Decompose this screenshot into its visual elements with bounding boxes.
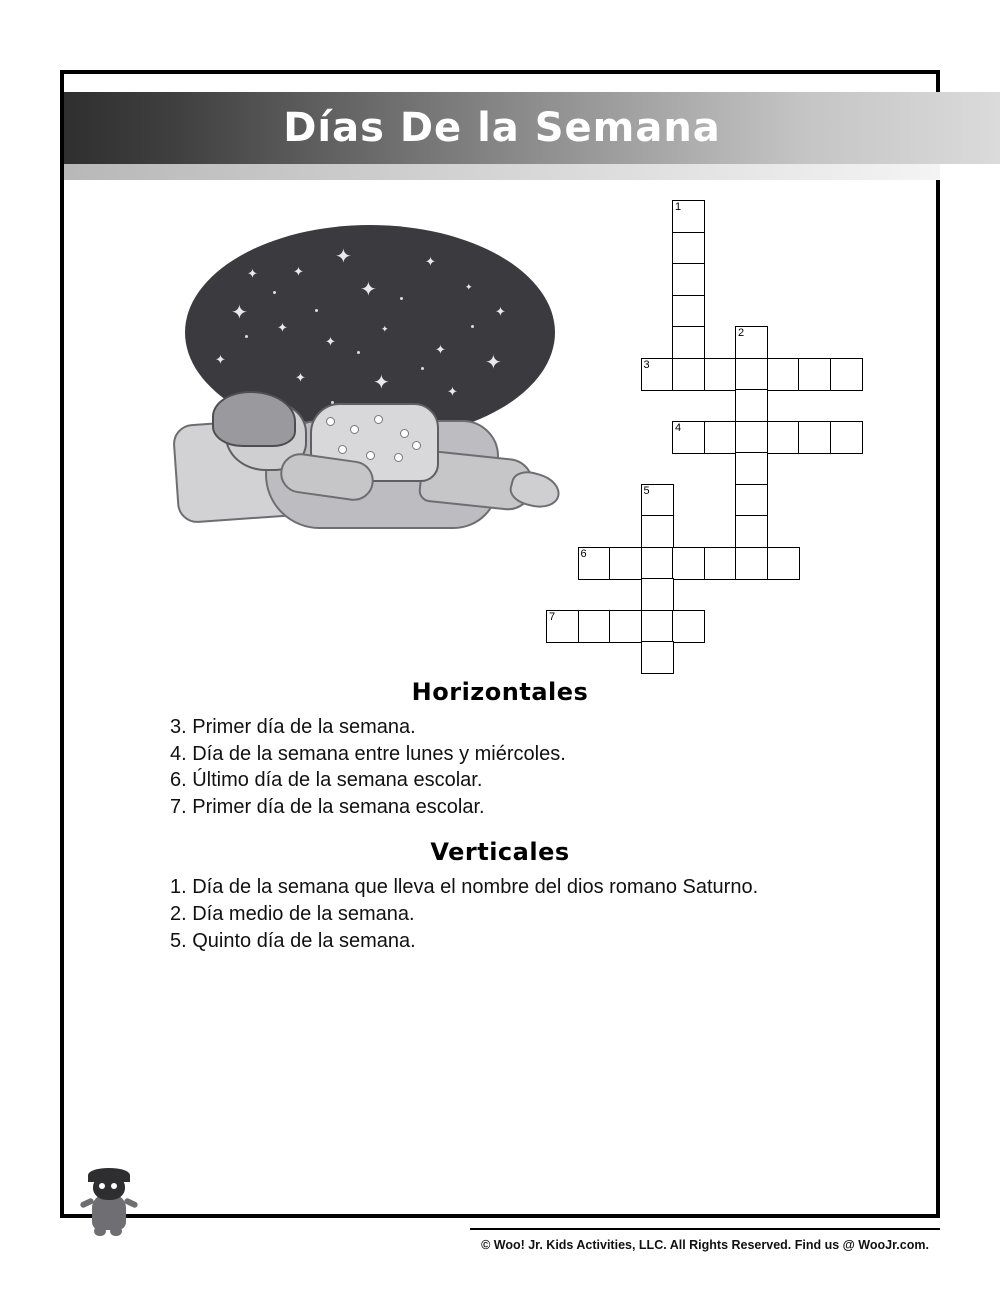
list-item: 7. Primer día de la semana escolar.	[170, 795, 485, 818]
crossword-cell[interactable]	[735, 389, 768, 422]
crossword-cell-number: 7	[549, 610, 556, 623]
crossword-cell-number: 1	[675, 201, 682, 213]
crossword-cell-number: 5	[643, 484, 650, 497]
crossword-cell[interactable]	[767, 547, 800, 580]
crossword-cell[interactable]	[672, 200, 705, 233]
night-sky-oval: ✦ ✦ ✦ ✦ ✦ ✦ ✦ ✦ ✦ ✦ ✦ ✦ ✦ ✦ ✦ ✦ ✦ ✦ ✦	[185, 225, 555, 440]
crossword-cell[interactable]	[767, 421, 800, 454]
woojr-mascot-icon	[78, 1166, 140, 1238]
list-item: 3. Primer día de la semana.	[170, 716, 416, 738]
crossword-cell[interactable]	[641, 610, 674, 643]
list-item: 1. Día de la semana que lleva el nombre del dios romano Saturno.	[170, 876, 759, 899]
copyright-text: © Woo! Jr. Kids Activities, LLC. All Rights Reserved. Find us @ WooJr.com.	[481, 1238, 929, 1252]
crossword-cell[interactable]	[798, 421, 831, 454]
crossword-cell[interactable]	[641, 641, 674, 674]
crossword-cell[interactable]	[672, 610, 705, 643]
crossword-grid[interactable]	[546, 200, 886, 670]
crossword-cell[interactable]	[609, 610, 642, 643]
crossword-cell[interactable]	[830, 421, 863, 454]
list-item: 5. Quinto día de la semana.	[170, 929, 416, 952]
crossword-cell[interactable]	[609, 547, 642, 580]
crossword-cell[interactable]	[546, 610, 579, 643]
crossword-cell[interactable]	[578, 610, 611, 643]
page-title: Días De la Semana	[283, 105, 721, 151]
crossword-cell[interactable]	[578, 547, 611, 580]
crossword-cell[interactable]	[735, 515, 768, 548]
crossword-cell[interactable]	[672, 263, 705, 296]
crossword-cell[interactable]	[672, 326, 705, 359]
crossword-cell[interactable]	[641, 547, 674, 580]
crossword-cell[interactable]	[672, 358, 705, 391]
crossword-cell[interactable]	[735, 326, 768, 359]
crossword-cell[interactable]	[704, 547, 737, 580]
crossword-cell[interactable]	[735, 484, 768, 517]
across-clue-list	[100, 714, 900, 820]
crossword-cell[interactable]	[641, 484, 674, 517]
crossword-cell[interactable]	[641, 515, 674, 548]
crossword-cell[interactable]	[672, 232, 705, 265]
crossword-cell-number: 4	[675, 421, 682, 434]
crossword-cell[interactable]	[641, 578, 674, 611]
clues-section	[100, 678, 900, 972]
sleeping-girl-illustration	[170, 205, 570, 545]
crossword-cell[interactable]	[767, 358, 800, 391]
crossword-cell[interactable]	[735, 547, 768, 580]
list-item: 2. Día medio de la semana.	[170, 902, 415, 925]
list-item: 6. Último día de la semana escolar.	[170, 769, 483, 792]
crossword-cell[interactable]	[735, 358, 768, 391]
crossword-cell[interactable]	[672, 295, 705, 328]
crossword-cell[interactable]	[641, 358, 674, 391]
crossword-cell[interactable]	[672, 547, 705, 580]
crossword-cell-number: 3	[643, 358, 650, 371]
down-heading: Verticales	[430, 838, 570, 867]
crossword-cell-number: 6	[580, 547, 587, 560]
crossword-cell[interactable]	[704, 421, 737, 454]
crossword-cell[interactable]	[735, 421, 768, 454]
crossword-cell[interactable]	[830, 358, 863, 391]
crossword-cell[interactable]	[672, 421, 705, 454]
crossword-cell[interactable]	[798, 358, 831, 391]
title-banner-shadow	[64, 164, 940, 180]
crossword-cell[interactable]	[704, 358, 737, 391]
down-clue-list	[100, 874, 900, 954]
list-item: 4. Día de la semana entre lunes y miércoles.	[170, 742, 566, 765]
footer-divider	[470, 1228, 940, 1230]
across-heading: Horizontales	[411, 678, 589, 706]
crossword-cell-number: 2	[738, 327, 745, 339]
crossword-cell[interactable]	[735, 452, 768, 485]
